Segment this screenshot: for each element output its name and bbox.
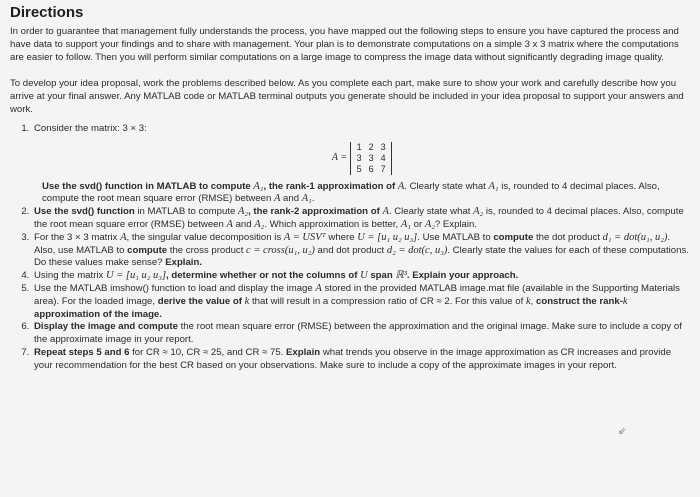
math-run: c = cross(u₁, u₂)	[246, 244, 315, 256]
math-run: A	[226, 218, 233, 230]
text-run: Use the MATLAB imshow() function to load and display the image	[34, 282, 316, 294]
matrix-cell: 3	[380, 142, 386, 153]
text-run: and	[280, 193, 302, 205]
mouse-cursor-icon: ⇙	[618, 426, 627, 437]
text-run: . Clearly state the values for each of these computations. Do these values make sense?	[34, 244, 689, 269]
text-run: in MATLAB to compute	[134, 206, 239, 218]
math-run: ℝ³	[395, 270, 407, 282]
text-run: compute	[493, 231, 534, 243]
math-run: A₂	[238, 206, 249, 218]
math-run: A₁	[400, 218, 411, 230]
math-run: d₂ = dot(c, u₃)	[386, 244, 448, 256]
text-run: in MATLAB to compute	[142, 180, 254, 192]
text-run: compute	[127, 244, 168, 256]
task-item-5	[32, 283, 690, 321]
task-item-1	[32, 123, 690, 206]
text-run: . Also, use MATLAB to	[34, 231, 671, 256]
task-list	[10, 123, 690, 373]
text-run: and	[232, 218, 255, 230]
text-run: . Use MATLAB to	[417, 231, 494, 243]
matrix-cell: 2	[368, 142, 374, 153]
matrix-cell: 6	[368, 164, 374, 175]
math-run: A₁	[488, 180, 499, 192]
task-item-3	[32, 232, 690, 270]
math-run: A	[315, 282, 322, 294]
text-run: derive the value of	[157, 295, 245, 307]
math-run: A	[120, 231, 127, 243]
text-run: .	[311, 193, 315, 205]
text-run: Display the image and compute	[34, 321, 178, 333]
math-run: k	[622, 295, 628, 307]
text-run: where	[325, 231, 358, 243]
text-run: Use the svd() function	[34, 206, 135, 218]
task-item-2	[32, 206, 690, 232]
text-run: , the rank-2 approximation of	[248, 206, 383, 218]
text-run: that will result in a compression ratio of CR ≈ 2. For this value of	[249, 295, 526, 307]
text-run: Use the svd() function	[42, 180, 143, 192]
math-run: d₁ = dot(u₁, u₂)	[602, 231, 668, 243]
task-item-6	[32, 321, 690, 347]
text-run: For the 3 × 3 matrix	[34, 231, 121, 243]
text-run: , the singular value decomposition is	[126, 231, 284, 243]
math-run: k	[525, 295, 531, 307]
text-run: Explain	[286, 346, 321, 358]
math-run: U = [u₁ u₂ u₃]	[357, 231, 418, 243]
text-run: . Clearly state what	[388, 206, 474, 218]
text-run: stored in the provided MATLAB image.mat file (available in the Supporting Materials area). For the loaded image,	[34, 282, 680, 307]
text-run: or	[410, 218, 425, 230]
page-heading: Directions	[10, 4, 84, 21]
matrix-cell: 5	[356, 164, 362, 175]
text-run: the dot product	[533, 231, 603, 243]
text-run: . Which approximation is better,	[264, 218, 401, 230]
task-item-4	[32, 270, 690, 283]
matrix-cell: 1	[356, 142, 362, 153]
text-run: is, rounded to 4 decimal places. Also, compute the root mean square error (RMSE) between	[34, 206, 684, 230]
text-run: what trends you observe in the image approximation as CR increases and provide your recommendation for the best CR based on your observations. Make sure to include a copy of the approximate images in your report.	[34, 346, 672, 371]
matrix-label: A =	[331, 152, 348, 164]
proposal-paragraph: To develop your idea proposal, work the problems described below. As you complete each part, make sure to show your work and carefully describe how you arrive at your final answer. Any MATLAB code or MATLAB terminal outputs you generate should be included in your idea proposal to support your answers and work.	[10, 78, 684, 115]
text-run: Repeat steps 5 and 6	[34, 346, 130, 358]
text-run: ,	[530, 295, 536, 307]
task-1-text: Consider the matrix: 3 × 3:	[34, 122, 147, 134]
math-run: k	[244, 295, 250, 307]
math-run: A	[382, 206, 389, 218]
text-run: ? Explain.	[434, 218, 478, 230]
text-run: , the rank-1 approximation of	[263, 180, 398, 192]
text-run: for CR ≈ 10, CR ≈ 25, and CR ≈ 75.	[129, 346, 287, 358]
math-run: A	[397, 180, 405, 192]
task-item-7	[32, 347, 690, 373]
text-run: approximation of the image.	[34, 308, 162, 320]
math-run: A₁	[253, 180, 264, 192]
math-run: A₂	[424, 218, 435, 230]
math-run: U	[360, 270, 368, 282]
text-run: . Clearly state what	[404, 180, 489, 192]
math-run: A	[273, 193, 281, 205]
math-run: A₁	[301, 193, 312, 205]
text-run: construct the rank-	[536, 295, 623, 307]
math-run: A = USVᵀ	[283, 231, 326, 243]
text-run: and dot product	[314, 244, 387, 256]
matrix-cell: 7	[380, 164, 386, 175]
matrix-cell: 3	[356, 153, 362, 164]
matrix-cell: 3	[368, 153, 374, 164]
text-run: span	[367, 270, 396, 282]
math-run: U = [u₁ u₂ u₃]	[105, 270, 167, 282]
text-run: . Explain your approach.	[406, 270, 519, 282]
matrix-cell: 4	[380, 153, 386, 164]
text-run: is, rounded to 4 decimal places. Also, compute the root mean square error (RMSE) between	[42, 180, 660, 205]
text-run: Explain.	[165, 257, 202, 269]
text-run: the cross product	[167, 244, 247, 256]
text-run: the root mean square error (RMSE) between the approximation and the original image. Make sure to include a copy of the approximate image in your report.	[34, 321, 682, 346]
matrix-display	[34, 142, 690, 176]
matrix-a	[350, 142, 392, 175]
math-run: A₂	[254, 218, 265, 230]
text-run: , determine whether or not the columns of	[166, 270, 361, 282]
text-run: Using the matrix	[34, 270, 106, 282]
math-run: A₂	[473, 206, 484, 218]
task-1-details	[42, 181, 690, 207]
intro-paragraph: In order to guarantee that management fully understands the process, you have mapped out the following steps to ensure you have captured the process and have data to support your findings and to share with management. Your plan is to demonstrate computations on a simple 3 x 3 matrix where the computations are easier to follow. Then you will perform similar computations on a large image to compress the image data without significantly degrading image quality.	[10, 26, 679, 63]
